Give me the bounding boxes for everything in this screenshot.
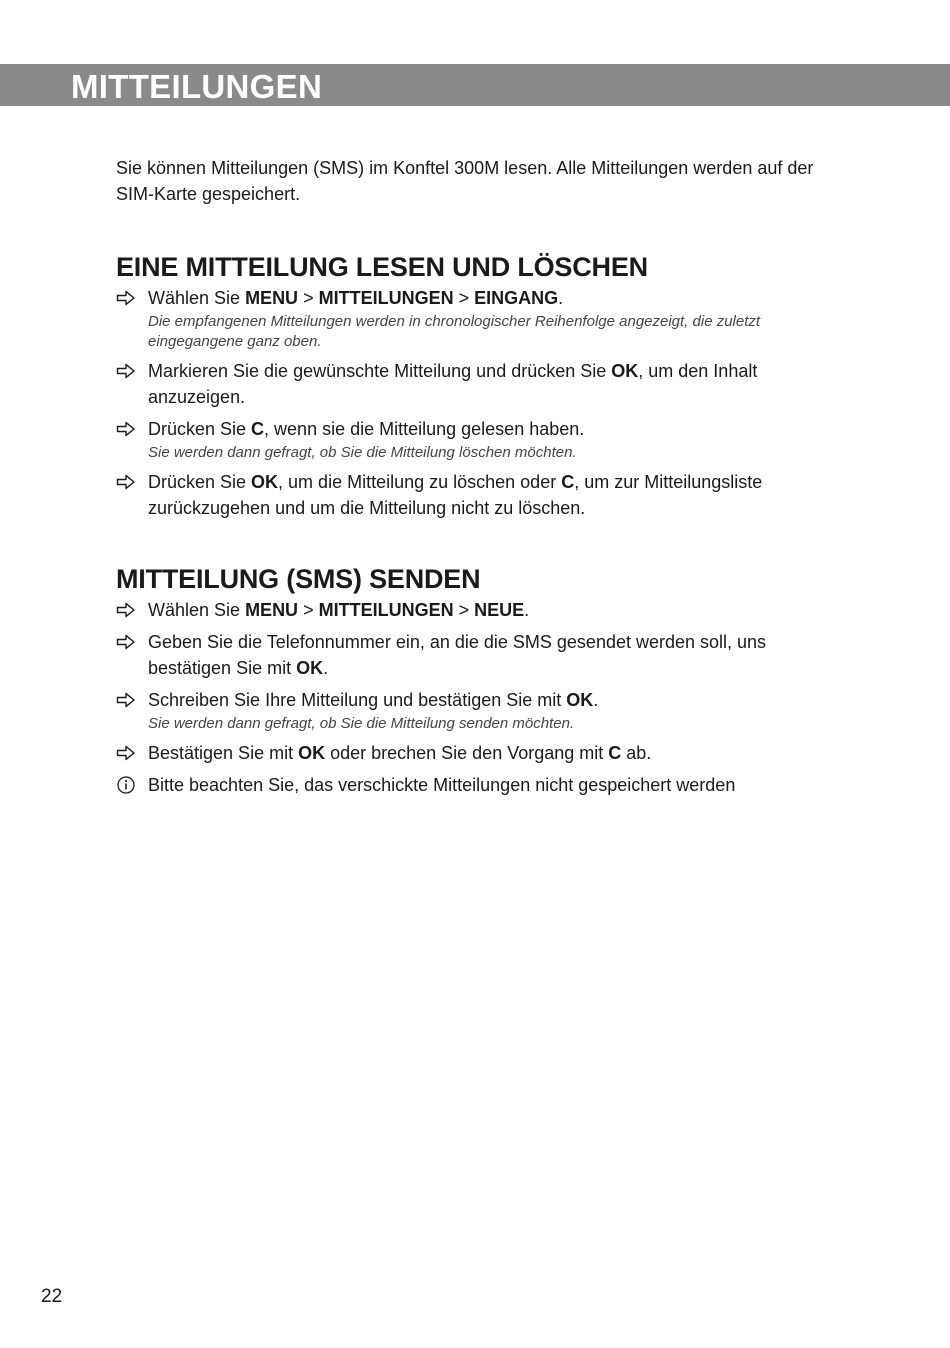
- step-note: Sie werden dann gefragt, ob Sie die Mitteilung löschen möchten.: [148, 444, 577, 461]
- arrow-right-outline-icon: [116, 420, 136, 438]
- info-circle-icon: [116, 776, 136, 794]
- separator: >: [298, 600, 319, 620]
- arrow-right-outline-icon: [116, 362, 136, 380]
- section-read-delete-title: EINE MITTEILUNG LESEN UND LÖSCHEN: [116, 252, 648, 282]
- arrow-right-outline-icon: [116, 601, 136, 619]
- step-item: [116, 285, 836, 352]
- step-text: Schreiben Sie Ihre Mitteilung und bestätigen Sie mit: [148, 690, 567, 710]
- section-send-title: MITTEILUNG (SMS) SENDEN: [116, 564, 481, 594]
- arrow-right-outline-icon: [116, 633, 136, 651]
- step-text: Drücken Sie: [148, 419, 252, 439]
- step-text: .: [323, 658, 329, 678]
- menu-keyword: MITTEILUNGEN: [318, 288, 454, 308]
- step-text: , wenn sie die Mitteilung gelesen haben.: [264, 419, 585, 439]
- page-title: MITTEILUNGEN: [71, 68, 323, 105]
- step-text: Drücken Sie: [148, 472, 252, 492]
- intro-paragraph: Sie können Mitteilungen (SMS) im Konftel 300M lesen. Alle Mitteilungen werden auf der SIM-Karte gespeichert.: [116, 158, 814, 204]
- key-keyword: OK: [251, 472, 279, 492]
- key-keyword: OK: [566, 690, 594, 710]
- step-text: .: [593, 690, 599, 710]
- step-text: Markieren Sie die gewünschte Mitteilung und drücken Sie: [148, 361, 612, 381]
- step-text: , um zur Mitteilungsliste zurückzugehen und um die Mitteilung nicht zu löschen.: [148, 472, 763, 518]
- step-text: Wählen Sie: [148, 600, 246, 620]
- key-keyword: OK: [611, 361, 639, 381]
- step-note: Die empfangenen Mitteilungen werden in chronologischer Reihenfolge angezeigt, die zuletzt eingegangene ganz oben.: [148, 313, 761, 350]
- menu-keyword: MITTEILUNGEN: [318, 600, 454, 620]
- step-text: Bestätigen Sie mit: [148, 743, 299, 763]
- page-number: 22: [41, 1286, 63, 1307]
- key-keyword: OK: [296, 658, 324, 678]
- page-header-banner: [0, 64, 950, 106]
- arrow-right-outline-icon: [116, 289, 136, 307]
- step-text: Geben Sie die Telefonnummer ein, an die die SMS gesendet werden soll, uns bestätigen Sie mit: [148, 632, 767, 678]
- info-text: Bitte beachten Sie, das verschickte Mitteilungen nicht gespeichert werden: [148, 775, 736, 795]
- step-item: [116, 629, 836, 681]
- arrow-right-outline-icon: [116, 473, 136, 491]
- arrow-right-outline-icon: [116, 691, 136, 709]
- step-text: , um die Mitteilung zu löschen oder: [278, 472, 562, 492]
- separator: >: [298, 288, 319, 308]
- step-text: oder brechen Sie den Vorgang mit: [325, 743, 609, 763]
- arrow-right-outline-icon: [116, 744, 136, 762]
- step-text: .: [558, 288, 564, 308]
- menu-keyword: MENU: [245, 288, 299, 308]
- step-text: , um den Inhalt anzuzeigen.: [148, 361, 758, 407]
- step-text: .: [524, 600, 530, 620]
- step-text: Wählen Sie: [148, 288, 246, 308]
- step-item: [116, 687, 836, 734]
- key-keyword: C: [561, 472, 575, 492]
- separator: >: [453, 288, 475, 308]
- key-keyword: C: [608, 743, 622, 763]
- step-item: [116, 740, 836, 766]
- menu-keyword: EINGANG: [474, 288, 559, 308]
- step-item: [116, 358, 836, 410]
- key-keyword: OK: [298, 743, 326, 763]
- step-text: ab.: [621, 743, 652, 763]
- step-item: [116, 597, 836, 623]
- menu-keyword: NEUE: [474, 600, 525, 620]
- step-item: [116, 416, 836, 463]
- page-content: [116, 155, 836, 798]
- separator: >: [453, 600, 475, 620]
- step-item: [116, 469, 836, 521]
- info-note: [116, 772, 836, 798]
- step-note: Sie werden dann gefragt, ob Sie die Mitteilung senden möchten.: [148, 715, 575, 732]
- menu-keyword: MENU: [245, 600, 299, 620]
- key-keyword: C: [251, 419, 265, 439]
